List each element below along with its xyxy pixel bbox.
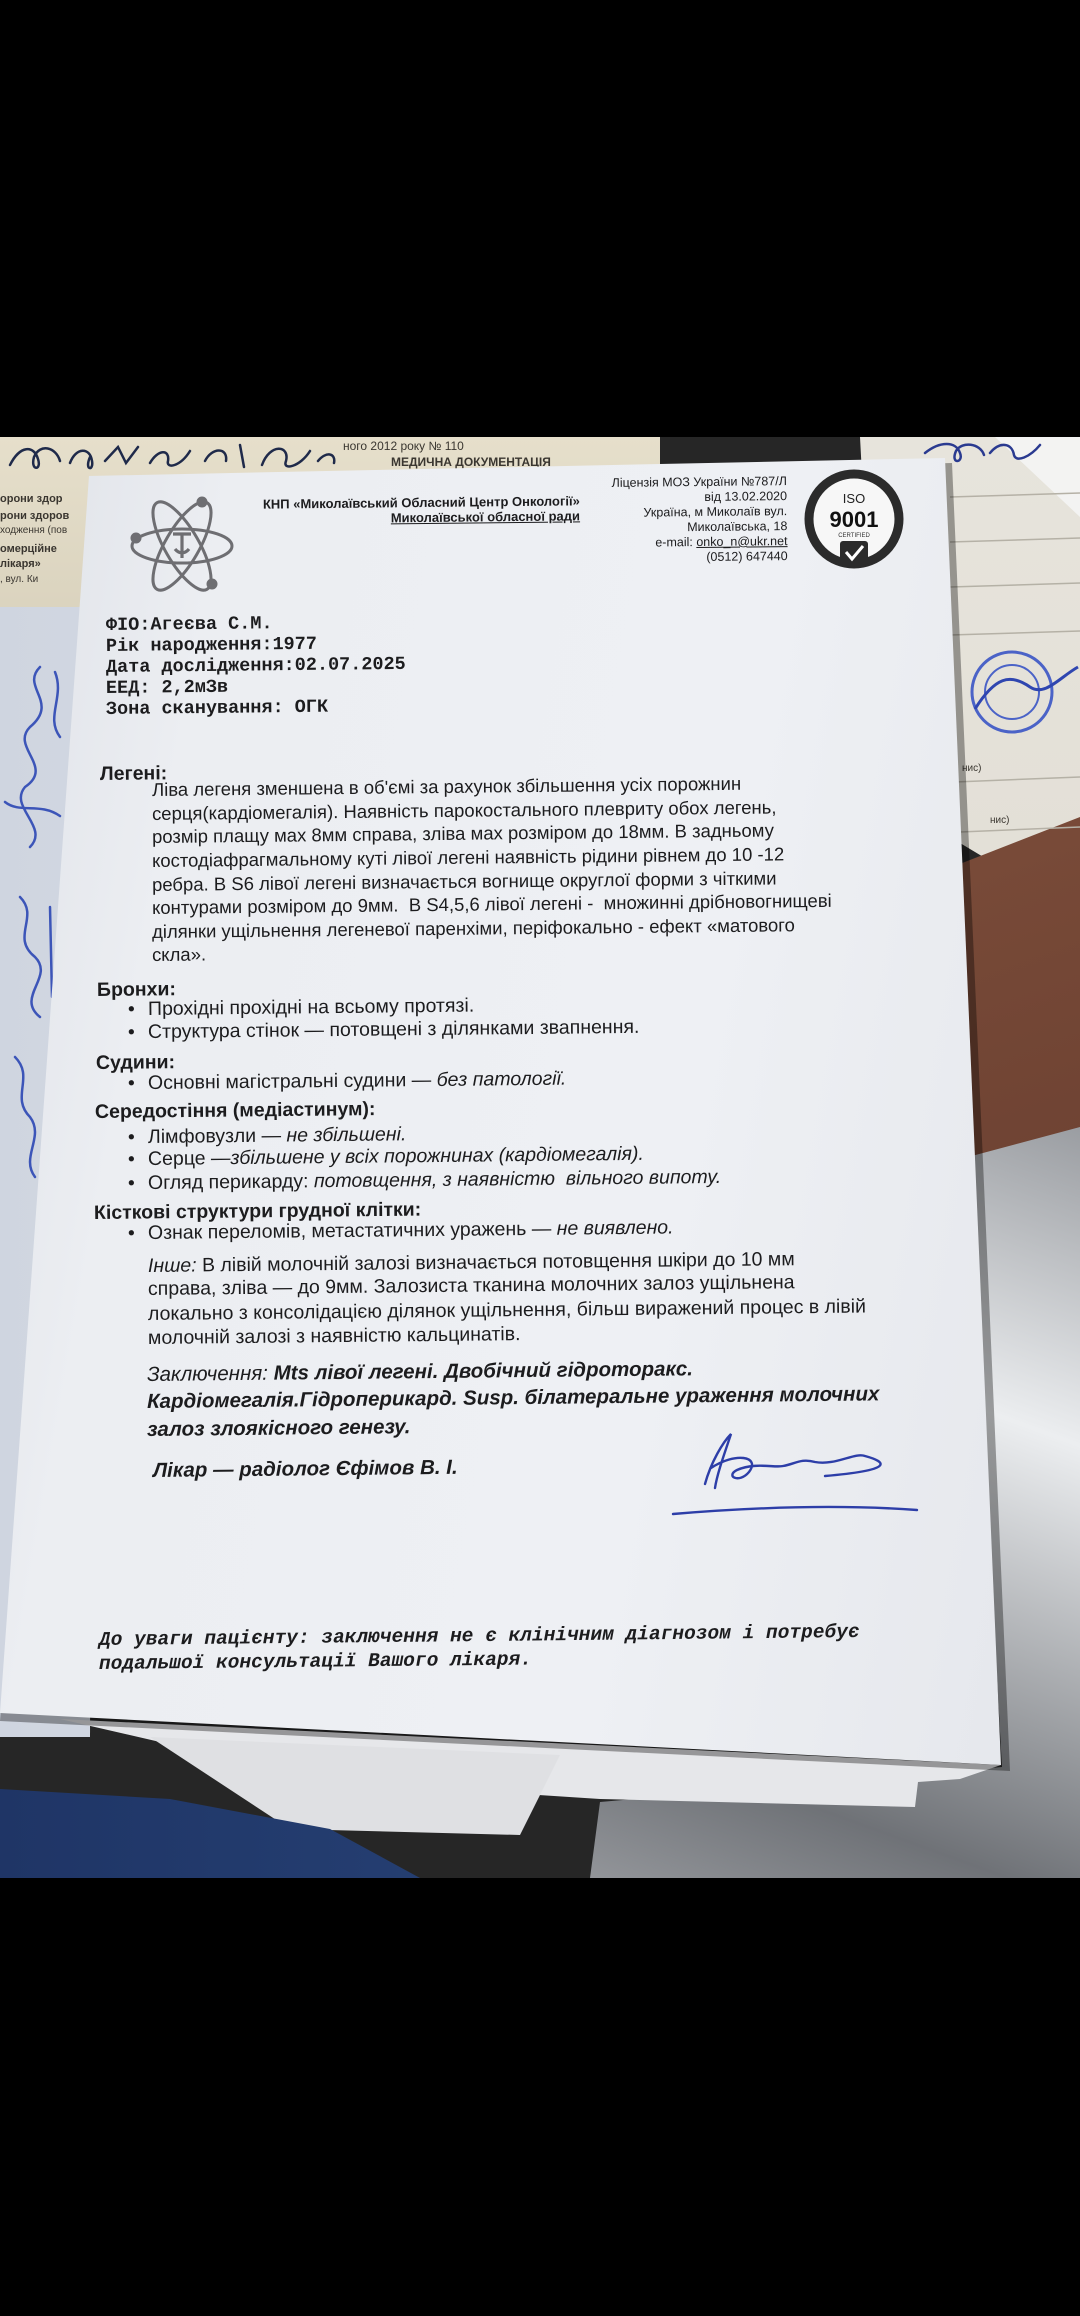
patient-birth-year: Рік народження:1977 (105, 633, 318, 657)
conclusion-text: Mts лівої легені. Двобічний гідроторакс. (273, 1357, 694, 1385)
form-fragment: , вул. Ки (0, 574, 39, 585)
other-line: молочній залозі з наявністю кальцинатів. (147, 1323, 521, 1349)
form-fragment: ходження (пов (0, 525, 68, 536)
stamp-signature (975, 667, 1078, 709)
section-heading-bronchi: Бронхи: (96, 978, 177, 1001)
badge-certified: CERTIFIED (838, 533, 870, 539)
lungs-line: серця(кардіомегалія). Наявність парокостального плевриту обох легень, (151, 796, 777, 824)
top-black-bar (0, 0, 1080, 437)
list-item (148, 1068, 567, 1095)
patient-name: ФІО:Агеєва С.М. (105, 613, 273, 636)
exam-date: Дата дослідження:02.07.2025 (105, 653, 406, 678)
handwriting-top-left (10, 445, 334, 468)
list-item: • Прохідні прохідні на всьому протязі. (148, 995, 474, 1021)
iso-9001-badge (802, 467, 906, 571)
patient-notice-line: подальшої консультації Вашого лікаря. (98, 1648, 533, 1675)
item-text: Лімфовузли — (147, 1124, 287, 1148)
logo-electron (198, 498, 206, 506)
lungs-line: контурами розміром до 9мм. В S4,5,6 лівої легені - множинні дрібновогнищеві (151, 889, 832, 918)
atom-logo-icon (124, 493, 240, 599)
form-line (950, 538, 1080, 542)
section-heading-bones: Кісткові структури грудної клітки: (93, 1198, 422, 1224)
form-line (955, 777, 1080, 782)
document-photo (0, 437, 1080, 1878)
section-heading-lungs: Легені: (99, 762, 168, 785)
item-finding: без патології. (436, 1067, 567, 1091)
org-header (263, 493, 580, 526)
logo-electron (132, 534, 140, 542)
badge-check-box (840, 541, 868, 565)
lungs-line: скла». (151, 943, 207, 965)
form-fragment: МЕДИЧНА ДОКУМЕНТАЦІЯ (391, 455, 551, 469)
bottom-black-bar (0, 1878, 1080, 2316)
conclusion-label: Заключення: (146, 1361, 274, 1386)
email-label: e-mail: (654, 535, 697, 550)
other-line: справа, зліва — до 9мм. Залозиста тканина молочних залоз ущільнена (147, 1271, 795, 1300)
item-text: Огляд перикарду: (147, 1170, 315, 1194)
signature-caption-fragment: нис) (990, 815, 1010, 826)
form-fragment: ного 2012 року № 110 (343, 439, 464, 453)
section-heading-mediastinum: Середостіння (медіастинум): (94, 1098, 376, 1123)
logo-electron (208, 580, 216, 588)
section-heading-vessels: Судини: (95, 1051, 176, 1074)
stamp-inner-ring (985, 665, 1039, 719)
other-label: Інше: (147, 1254, 197, 1277)
effective-dose: ЕЕД: 2,2мЗв (105, 676, 229, 699)
lungs-line: Ліва легеня зменшена в об'ємі за рахунок збільшення усіх порожнин (151, 772, 742, 800)
lungs-line: ребра. В S6 лівої легені визначається вогнище округлої форми з чіткими (151, 867, 777, 895)
item-finding: не виявлено. (556, 1216, 674, 1240)
item-text: Ознак переломів, метастатичних уражень — (147, 1217, 557, 1244)
blue-stamp (972, 652, 1078, 732)
address-line-2: Миколаївська, 18 (686, 519, 788, 535)
conclusion-line: залоз злоякісного генезу. (146, 1415, 411, 1441)
license-number: Ліцензія МОЗ України №787/Л (611, 474, 787, 490)
item-text: Серце — (147, 1147, 231, 1170)
form-fragment: лікаря» (0, 558, 41, 570)
list-item: • Структура стінок — потовщені з ділянками звапнення. (148, 1016, 640, 1044)
form-fragment: рони здоров (0, 510, 70, 522)
badge-iso-text: ISO (842, 491, 866, 506)
badge-number: 9001 (829, 507, 879, 532)
logo-center-symbol (173, 534, 191, 558)
handwritten-signature (665, 1422, 925, 1522)
conclusion-line: Кардіомегалія.Гідроперикард. Susp. білатеральне ураження молочних (146, 1382, 880, 1413)
org-name: КНП «Миколаївський Обласний Центр Онкології» (262, 493, 580, 512)
lungs-line: ділянки ущільнення легеневої паренхіми, періфокально - ефект «матового (151, 914, 795, 942)
form-lines (950, 493, 1080, 832)
lungs-line: розмір плащу мах 8мм справа, зліва мах розміром до 18мм. В задньому (151, 819, 775, 847)
license-date: від 13.02.2020 (703, 489, 787, 504)
scan-zone: Зона сканування: ОГК (105, 696, 329, 720)
form-line (950, 631, 1080, 635)
address-line-1: Україна, м Миколаїв вул. (643, 504, 787, 520)
form-fragment: омерційне (0, 543, 57, 555)
license-contact-block (611, 474, 787, 566)
form-line (960, 827, 1080, 832)
phone: (0512) 647440 (705, 549, 788, 564)
email-address: onko_n@ukr.net (695, 534, 788, 550)
item-finding: потовщення, з наявністю вільного випоту. (313, 1165, 722, 1193)
form-line (950, 583, 1080, 587)
item-finding: збільшене у всіх порожнинах (кардіомегалія). (230, 1142, 644, 1170)
other-line: локально з консолідацією ділянок ущільнення, більш виражений процес в лівій (147, 1295, 867, 1325)
patient-notice-line: До уваги пацієнту: заключення не є клінічним діагнозом і потребує (98, 1621, 860, 1651)
org-parent: Миколаївської обласної ради (390, 508, 581, 526)
item-text: Основні магістральні судини — (147, 1068, 437, 1094)
lungs-line: костодіафрагмальному куті лівої легені наявність рідини рівнем до 10 -12 (151, 843, 785, 871)
doctor-name: Лікар — радіолог Єфімов В. І. (152, 1455, 458, 1482)
item-finding: не збільшені. (286, 1123, 407, 1147)
form-fragment: орони здор (0, 493, 63, 505)
signature-stroke (673, 1434, 917, 1514)
other-text: В лівій молочній залозі визначається потовщення шкіри до 10 мм (196, 1248, 795, 1277)
signature-caption-fragment: нис) (962, 763, 982, 774)
form-line (950, 493, 1080, 497)
